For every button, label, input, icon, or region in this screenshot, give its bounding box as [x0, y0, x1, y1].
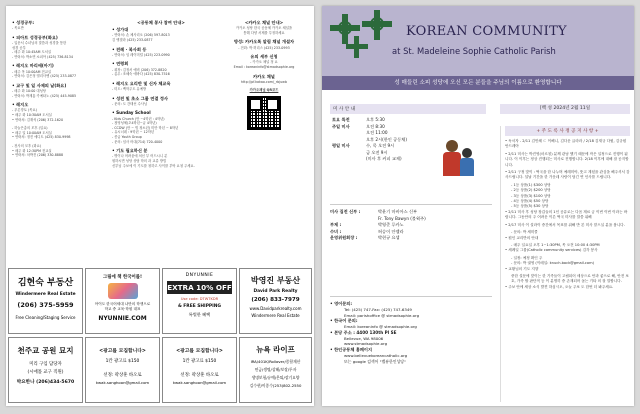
- masthead-subtitle: at St. Madeleine Sophie Catholic Parish: [392, 46, 556, 56]
- staff-name: 허승이 안젤라: [378, 228, 404, 234]
- info-section: [12, 83, 104, 98]
- contact-line: • 영어문의:: [330, 301, 352, 306]
- section-line: - 카카오 채널 정 요: [250, 60, 278, 65]
- mass-time: 오전 11:00: [366, 130, 388, 135]
- section-line: - 첫영성체(초4학년~급 4학년): [112, 121, 157, 126]
- section-heading: • 교구 및 일 사제의 날(화요): [12, 82, 67, 88]
- section-heading: • 레지오 마리애(아기): [12, 63, 54, 69]
- activities-column: [12, 18, 104, 162]
- section-line: - 푸른망토 (목요): [12, 108, 37, 113]
- ad-line: (시애틀 교구 직원): [27, 370, 64, 375]
- contact-line: • 한인공동체 홈페이지: [330, 346, 372, 352]
- ad-title: 그림에 책 한국어를!: [103, 275, 142, 280]
- section-heading: • 피아트 성경공부(화요): [12, 34, 58, 40]
- family-illustration-icon: [442, 136, 476, 178]
- service-title: <공동체 봉사 참여 안내>: [137, 20, 185, 25]
- celtic-cross-icon: [346, 36, 368, 58]
- info-section: [112, 81, 210, 92]
- masthead: [322, 6, 634, 76]
- section-line: • 매주 일 10:00AM 도서실: [12, 130, 52, 135]
- info-section: [218, 39, 310, 50]
- section-line: - 천사의 모후 (화요): [12, 143, 42, 148]
- ad-site: www.Davidparkrealty.com: [249, 306, 302, 311]
- notice-header: + 주 도 록 사 정 공 지 사 항 +: [505, 126, 630, 136]
- contact-line: Email: koreaninfo @ stmadsophie.org: [344, 324, 417, 330]
- ad-note: Free Cleaning/Staging Service: [15, 315, 76, 320]
- ad-title: 뉴욕 라이프: [256, 345, 295, 354]
- staff-name: 박현규 요셉: [378, 235, 400, 240]
- section-line: • 연락처: 차박진 (206) 330-8888: [12, 153, 64, 158]
- ad-line: 1칸 광고료 $150: [182, 359, 217, 364]
- section-line: 통해 다양 서제를 투정하세요: [243, 30, 285, 35]
- ad-line: 선정: 곽상훈 바오로: [180, 373, 219, 378]
- contact-line: • 본당 주소 : 4400 130th Pl SE: [330, 329, 397, 335]
- section-line: - 문의: 임사 어대(714) 720-4000: [112, 139, 163, 144]
- info-section: [112, 61, 210, 76]
- notice-item: - 매주 일요일 오후 1~1:30PM, 목 오전 10:00 4:30PM: [511, 242, 600, 247]
- notice-item: - 3등 상품(3) $100 상당: [511, 193, 551, 198]
- ad-cemetery[interactable]: [8, 337, 83, 403]
- info-section: [12, 102, 104, 122]
- info-section: [112, 110, 210, 144]
- section-line: - 연락처: 김은정 엘리사벳 (425) 233-0877: [12, 74, 77, 79]
- mass-time: (미사 후 커피 교제): [366, 156, 402, 161]
- left-page: [6, 6, 314, 406]
- contact-line: 또는 google 검색어 "벨뷰한인성당": [344, 358, 406, 364]
- contact-line: Bellevue, WA 98006: [344, 335, 384, 341]
- notice-item: - 문의: 박 세미콜: [511, 230, 538, 235]
- notice-item: - 2등 상품(2) $200 상당: [511, 188, 551, 193]
- section-line: 신부님 주보에 이 기도를 청하고 사이를 부탁 요청 주세요.: [112, 163, 195, 168]
- section-heading: • 레지오: [12, 102, 29, 108]
- ad-note: & FREE SHIPPING: [177, 304, 222, 309]
- section-line: - 유시너데 : 9학년 ~ 12학년: [112, 130, 155, 135]
- section-line: - 연락처: 임 레이미덜 (425) 223-0990: [112, 52, 170, 57]
- section-heading: • 전례 · 복사회 등: [112, 46, 147, 52]
- section-line: • 매주 화 12:30PM 전교실: [12, 148, 52, 153]
- section-line: - 전화: 박 허리스 (425) 233-0993: [238, 45, 290, 50]
- notice-item: - 일정: 예정 확인 주: [511, 255, 543, 260]
- info-section: [112, 96, 210, 107]
- section-heading: • 레지오 요리반 및 신자 체교육: [112, 80, 171, 86]
- section-line: - 미도: 백학주도 유예방: [112, 86, 147, 91]
- section-line: • 연락처: 정진 에디트 (425) 830-9998: [12, 135, 71, 140]
- section-line: - 종급 Youth Group: [112, 134, 142, 139]
- ad-phone: (206) 375-5959: [17, 301, 74, 309]
- ad-title: 박영진 부동산: [250, 276, 301, 285]
- ad-sub: David Park Realty: [253, 289, 298, 294]
- section-line: http://pf.kakao.com/_rbjuwb: [241, 79, 287, 84]
- ad-kim-realty[interactable]: [8, 268, 83, 334]
- ad-recruit-1[interactable]: [85, 337, 160, 403]
- info-section: [12, 35, 104, 60]
- ad-line: 1칸 광고료 $150: [105, 359, 140, 364]
- right-page: [322, 6, 634, 406]
- notice-item: • 원인 교리반의 안내: [505, 235, 539, 240]
- info-section: [218, 74, 310, 85]
- mass-time: 금 오전 9시: [366, 149, 388, 155]
- section-line: - 연락처: 손 체사리오 (206) 597-8013: [112, 33, 170, 38]
- notice-item: • 2/11 미사 후 성당 장갑들의 1인 공유로는 다음 재료 금 이번 이번 이라는 바랍니다. 그동안의 주 어려운 이른 떡국 미사를 말씀 위해: [505, 209, 628, 220]
- issue-date: [백 성 2024년 2월 11일: [500, 104, 630, 114]
- info-section: [12, 144, 104, 158]
- masthead-title: KOREAN COMMUNITY: [406, 24, 567, 39]
- section-line: - 매주 화 10:00 대성당: [12, 88, 46, 93]
- notice-item: 중한 설문에 맞이는 한 기족들이 고립되어 세상으로 안과 좋으로 해, 안전 보호, 가족 할 판단적 등 이 분명히 중 존재되어 돕는 기타 의 잘 말합니다.: [511, 273, 629, 284]
- ad-new-york-life[interactable]: [239, 337, 312, 403]
- notice-item: • 2/11 미사는 박진영(마르칭) 분께 관남 했기 때문에 작은 일정으로 진행이 됩니다. 이 이후는 정상 진행되는 미사로 진행합니다. 2/18 이후에 대해 잘 공지합니다.: [505, 151, 629, 167]
- section-heading: 유의 세부 신청: [250, 54, 278, 60]
- section-line: • 연락처: 김재석 (206) 372-1620: [12, 117, 64, 122]
- ad-line: kwak.sanghoon@gmail.com: [172, 380, 227, 385]
- mass-label: 주일 미사: [332, 123, 350, 129]
- mass-label: 평일 미사: [332, 143, 350, 148]
- contact-box: [330, 296, 492, 364]
- ad-code: Use code: DTWTKDR: [180, 297, 219, 301]
- ad-nyunnie-discount[interactable]: [162, 268, 237, 334]
- ad-line: 연금/생명/상해/보장/투자: [254, 367, 297, 372]
- ad-sub: 특별한 혜택: [188, 312, 211, 317]
- section-heading: • Sunday School: [112, 110, 151, 116]
- section-line: 카카오 성당 한국 공동체 카카오 채널을: [235, 26, 293, 31]
- ad-title: 천주교 공원 묘지: [17, 346, 74, 355]
- section-line: - 매주 화 10:45AM 도서실: [12, 50, 52, 55]
- staff-label: 수녀 :: [330, 228, 342, 234]
- staff-row: [330, 235, 492, 242]
- service-column: [112, 18, 210, 172]
- staff-label: 부제 :: [330, 222, 342, 227]
- section-line: - 하늘은총의 모후 (일요): [12, 126, 48, 131]
- notice-item: • 2/11 구정 맞이 : 떡국을 한 나누며 예레미야, 뜻고 계셨을 관심을 해주셔서 감사드립니다. 설날 기간을 한 가운데 사랑이 담긴 연 인사를 드립니다.: [505, 170, 630, 180]
- staff-label: 미사 집전 신부 :: [330, 209, 361, 214]
- section-line: - 총무: 조혜숙 에바다 (425) 830-7516: [112, 72, 170, 77]
- ad-line: 미리 구입 담당자: [29, 362, 62, 367]
- notice-item: - 1등 상품(1) $300 상당: [511, 182, 551, 187]
- section-heading: 방성: 카카오톡 알림 채널 개설자: [233, 39, 295, 45]
- mass-label: 토요 특전: [332, 117, 350, 122]
- mass-time: 오후 5:30: [366, 117, 385, 122]
- section-line: - 연락처: 박재홍 카예타노 (425) 445-9085: [12, 93, 77, 98]
- info-section: [112, 27, 210, 42]
- section-line: - 문의: 도 간태선 수사님: [112, 101, 148, 106]
- staff-label: 운영위원회장 :: [330, 235, 358, 240]
- notice-item: • 세례일 그룹(Catholic community services) 김각 봉사: [505, 248, 598, 253]
- section-line: • 매주 화 10:30AM 도서실: [12, 112, 52, 117]
- info-section: [112, 148, 210, 168]
- staff-name: Fr. Tony Bawyn (볼윅주): [378, 215, 426, 221]
- section-line: - 입문서 수녀님의 말씀과 성경을 통한: [12, 41, 67, 45]
- notice-item: • 교황님의 기도 지향: [505, 266, 539, 271]
- notice-item: - 4등 상품(4) $50 상당: [511, 199, 549, 204]
- mass-time: 오전 8:30: [366, 123, 385, 129]
- kakao-title: <카카오 채널 안내>: [244, 20, 284, 25]
- ad-line: IRA/401K/Rollover/종합재산: [250, 359, 301, 364]
- ad-title: 김현숙 부동산: [17, 278, 74, 288]
- ad-title: EXTRA 10% OFF: [167, 283, 232, 292]
- kakao-column: [218, 18, 310, 133]
- section-line: 원하시면 성당 상담 학의 과 교류 방법: [112, 158, 167, 163]
- info-section: [218, 54, 310, 69]
- section-line: - 회장: 김정서 예비 (206) 372-8820: [112, 67, 167, 72]
- mass-time: 수, 목 오전 9시: [366, 143, 395, 148]
- notice-item: • 2/17 미사 이 설라이 중간에서 목표를 위해 반 본 미사 맡으실 분을 봅니다.: [505, 222, 625, 227]
- contact-line: www.bellevuekoreancatholic.org: [344, 352, 408, 358]
- ad-recruit-2[interactable]: [162, 337, 237, 403]
- info-section: [12, 126, 104, 140]
- ad-sub: 아이도 한국어세대 나만의 학생으로: [94, 302, 151, 306]
- section-line: - CCDW (만 ~ 빙 청소년) 미만 학년 ~ 8학년: [112, 125, 179, 130]
- ad-site: NYUNNIE.COM: [98, 315, 147, 322]
- ad-note: 학교 중 교육·학원 대표: [104, 307, 141, 311]
- notice-item: • 독서자 - 2/11 김민혜 ㄷ 이해니, 김다운 글라라 / 2/18 김재규 다윗, 김규원 안드레아: [505, 139, 627, 149]
- section-line: - 목요반: [12, 26, 24, 31]
- ad-line: 박요한나 (206)434-5670: [16, 380, 75, 385]
- info-section: [218, 26, 310, 35]
- section-line: - 연락처: 박소연 소피아 (425) 736-8134: [12, 54, 73, 59]
- section-line: Email : koreaninfo@stmadsophie.org: [233, 64, 295, 69]
- info-section: [12, 20, 104, 31]
- ad-brand: DNYUNNIE: [185, 273, 214, 278]
- staff-name: 박윤기 마비아스 신부: [378, 209, 418, 214]
- contact-line: Tel: (425) 747-Fax: (425) 747-6349: [344, 307, 412, 312]
- contact-line: Email: parishoffice @ stmadsophie.org: [344, 312, 420, 318]
- section-line: 김 앵겔라 (425) 233-0877: [112, 38, 153, 42]
- ad-line: 김수현/이종수(253)802-2550: [249, 383, 302, 388]
- kakao-qr-code[interactable]: [247, 96, 281, 130]
- contact-line: • 한국어 문의:: [330, 318, 358, 324]
- section-line: - 병이나 어려움에 처신 부 어드시니 분: [112, 154, 168, 159]
- ad-park-realty[interactable]: [239, 268, 312, 334]
- section-line: 성경 공부: [12, 45, 26, 50]
- info-section: [112, 47, 210, 58]
- ad-title: <광고를 모집합니다>: [176, 349, 223, 354]
- section-heading: • 성전 및 초소 그룹 연결 정사: [112, 95, 168, 101]
- info-section: [12, 63, 104, 78]
- notice-item: • 주보 안에 세상 소식 발견 하십시오, 오늘 주보 도 한번 더 봐주세요.: [505, 284, 614, 289]
- ad-line: 생명보험/유예/은퇴/장기요양: [251, 375, 300, 380]
- ad-note: Windermere Real Estate: [251, 313, 300, 318]
- book-illustration-icon: [108, 283, 138, 299]
- section-line: - Kids Church (만 ~4학년 : 4학년): [112, 116, 165, 121]
- section-heading: 카카오 채널: [253, 73, 275, 79]
- qr-caption: 카카오채널 QR코드: [249, 88, 279, 93]
- notice-item: - 문의: 박 권영 (이메일: knuch.bock@gmail.com): [511, 261, 594, 266]
- mass-time: 오후 2시(한인 공동체): [366, 136, 407, 142]
- ad-line: 선정: 곽상훈 바오로: [103, 373, 142, 378]
- notice-item: - 5등 상품(5) $30 상당: [511, 204, 549, 209]
- section-heading: • 연령회: [112, 61, 129, 67]
- welcome-banner: 성 매들린 소피 성당에 오신 모든 분들을 주님의 이름으로 환영합니다: [322, 76, 634, 90]
- ad-line: kwak.sanghoon@gmail.com: [95, 380, 150, 385]
- contact-line: www.stmadsophie.org: [344, 341, 388, 347]
- section-line: - 매주 목 10:00AM 전교실: [12, 69, 52, 74]
- section-heading: • 기도 필요하신 분: [112, 148, 148, 154]
- ad-phone: (206) 833-7979: [251, 297, 300, 303]
- ad-nyunnie-books[interactable]: [85, 268, 160, 334]
- section-heading: • 성가대: [112, 27, 129, 33]
- staff-box: [330, 204, 492, 242]
- section-heading: • 성경공부:: [12, 20, 34, 25]
- staff-name: 박영준 루카노: [378, 222, 404, 227]
- notice-board: [500, 126, 630, 402]
- ad-title: <광고를 모집합니다>: [99, 349, 146, 354]
- ad-sub: Windermere Real Estate: [15, 292, 76, 297]
- mass-header: 미 사 안 내: [330, 104, 486, 114]
